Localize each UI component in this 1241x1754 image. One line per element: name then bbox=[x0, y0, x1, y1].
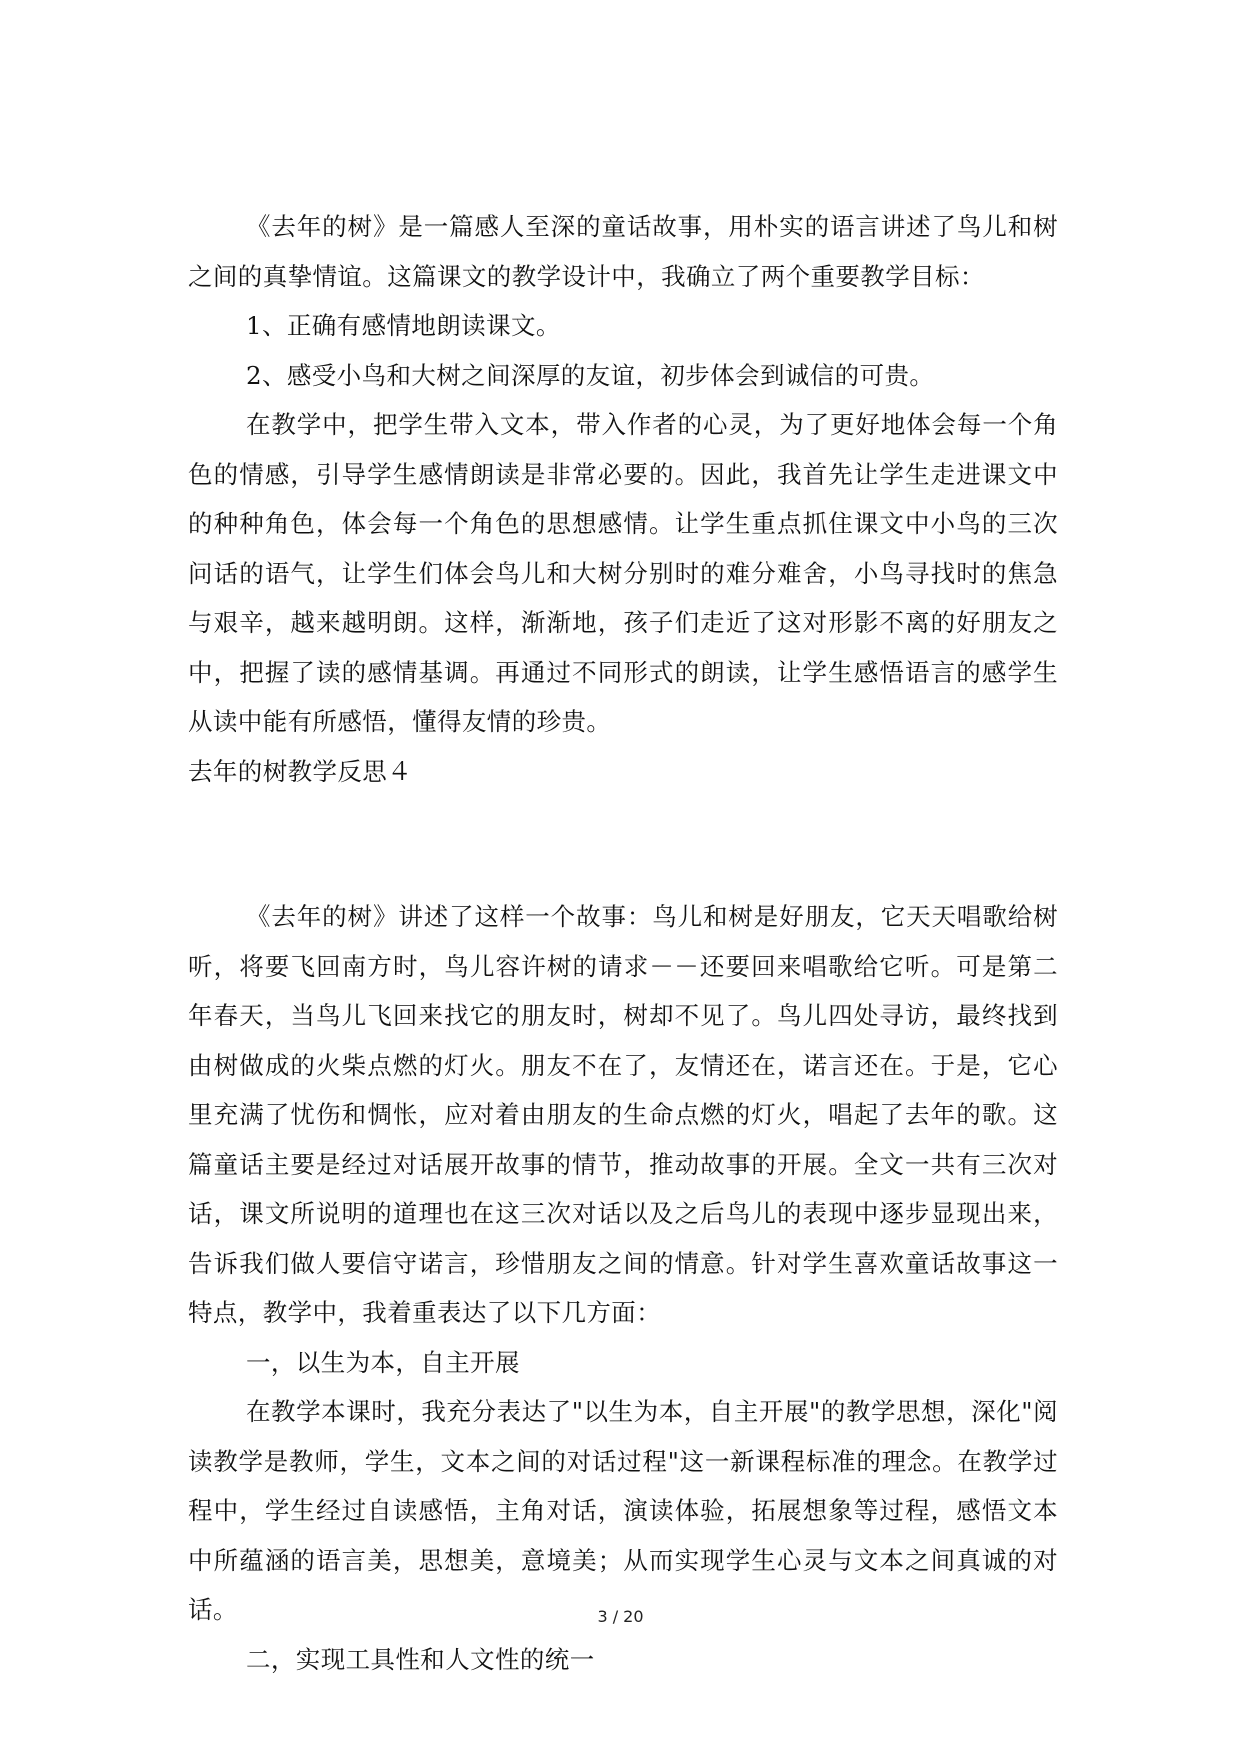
story-paragraph: 《去年的树》讲述了这样一个故事：鸟儿和树是好朋友，它天天唱歌给树听，将要飞回南方时，鸟儿容许树的请求－－还要回来唱歌给它听。可是第二年春天，当鸟儿飞回来找它的朋友时，树却不见了。鸟儿四处寻访，最终找到由树做成的火柴点燃的灯火。朋友不在了，友情还在，诺言还在。于是，它心里充满了忧伤和惆怅，应对着由朋友的生命点燃的灯火，唱起了去年的歌。这篇童话主要是经过对话展开故事的情节，推动故事的开展。全文一共有三次对话，课文所说明的道理也在这三次对话以及之后鸟儿的表现中逐步显现出来，告诉我们做人要信守诺言，珍惜朋友之间的情意。针对学生喜欢童话故事这一特点，教学中，我着重表达了以下几方面： bbox=[188, 902, 1058, 1327]
point-1-paragraph: 在教学本课时，我充分表达了"以生为本，自主开展"的教学思想，深化"阅读教学是教师，学生，文本之间的对话过程"这一新课程标准的理念。在教学过程中，学生经过自读感悟，主角对话，演读体验，拓展想象等过程，感悟文本中所蕴涵的语言美，思想美，意境美；从而实现学生心灵与文本之间真诚的对话。 bbox=[188, 1397, 1058, 1624]
intro-paragraph: 《去年的树》是一篇感人至深的童话故事，用朴实的语言讲述了鸟儿和树之间的真挚情谊。这篇课文的教学设计中，我确立了两个重要教学目标： bbox=[188, 212, 1058, 291]
point-1-heading: 一，以生为本，自主开展 bbox=[246, 1347, 520, 1377]
goal-item-2: 2、感受小鸟和大树之间深厚的友谊，初步体会到诚信的可贵。 bbox=[246, 360, 935, 390]
section-spacer bbox=[188, 796, 1058, 892]
page-number: 3 / 20 bbox=[597, 1607, 644, 1626]
section-title: 去年的树教学反思４ bbox=[188, 756, 413, 786]
point-2-heading: 二，实现工具性和人文性的统一 bbox=[246, 1644, 595, 1674]
goal-item-1: 1、正确有感情地朗读课文。 bbox=[246, 311, 561, 340]
teaching-paragraph: 在教学中，把学生带入文本，带入作者的心灵，为了更好地体会每一个角色的情感，引导学生感情朗读是非常必要的。因此，我首先让学生走进课文中的种种角色，体会每一个角色的思想感情。让学生重点抓住课文中小鸟的三次问话的语气，让学生们体会鸟儿和大树分别时的难分难舍，小鸟寻找时的焦急与艰辛，越来越明朗。这样，渐渐地，孩子们走近了这对形影不离的好朋友之中，把握了读的感情基调。再通过不同形式的朗读，让学生感悟语言的感学生从读中能有所感悟，懂得友情的珍贵。 bbox=[188, 410, 1058, 736]
page-body bbox=[188, 202, 1058, 1684]
